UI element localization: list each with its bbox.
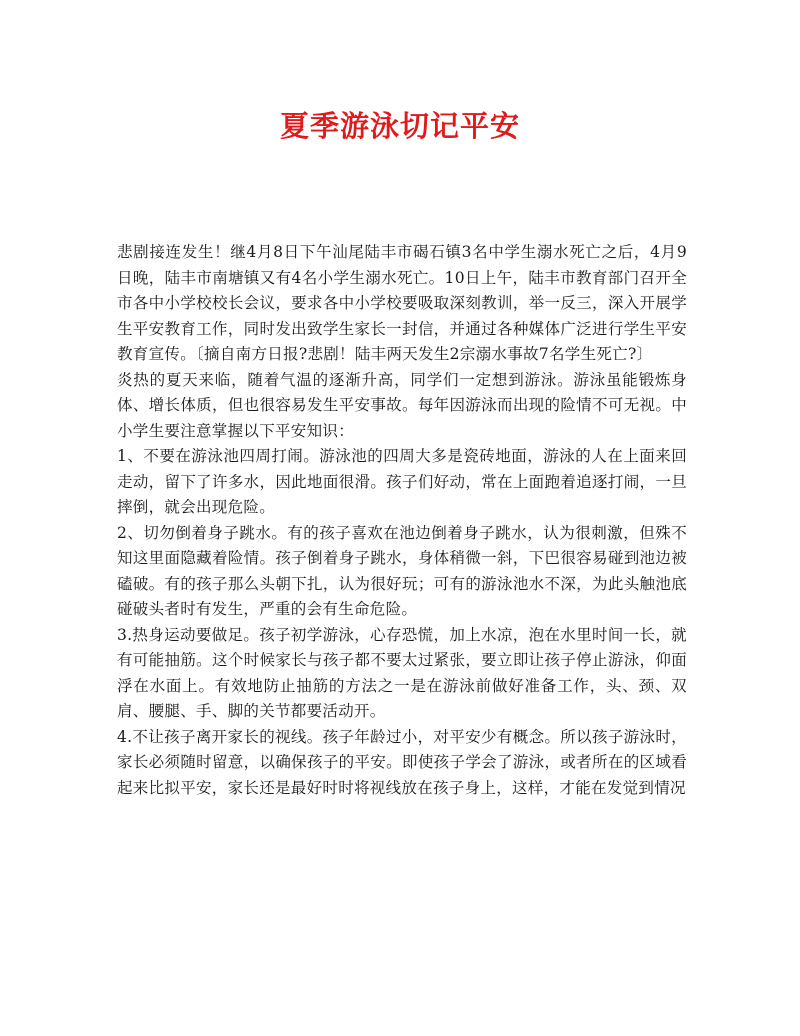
paragraph-tip-3: 3.热身运动要做足。孩子初学游泳，心存恐慌，加上水凉，泡在水里时间一长，就有可能抽筋。这个时候家长与孩子都不要太过紧张，要立即让孩子停止游泳，仰面浮在水面上。有效地防止抽筋的方法之一是在游泳前做好准备工作，头、颈、双肩、腰腿、手、脚的关节都要活动开。 <box>117 625 687 720</box>
document-body <box>117 240 687 801</box>
paragraph-tip-1: 1、不要在游泳池四周打闹。游泳池的四周大多是瓷砖地面，游泳的人在上面来回走动，留下了许多水，因此地面很滑。孩子们好动，常在上面跑着追逐打闹，一旦摔倒，就会出现危险。 <box>117 447 687 516</box>
paragraph-tip-2: 2、切勿倒着身子跳水。有的孩子喜欢在池边倒着身子跳水，认为很刺激，但殊不知这里面隐藏着险情。孩子倒着身子跳水，身体稍微一斜，下巴很容易碰到池边被磕破。有的孩子那么头朝下扎，认为很好玩；可有的游泳池水不深，为此头触池底碰破头者时有发生，严重的会有生命危险。 <box>117 523 687 618</box>
paragraph-news-intro: 悲剧接连发生！继4月8日下午汕尾陆丰市碣石镇3名中学生溺水死亡之后，4月9日晚，陆丰市南塘镇又有4名小学生溺水死亡。10日上午，陆丰市教育部门召开全市各中小学校校长会议，要求各中小学校要吸取深刻教训，举一反三，深入开展学生平安教育工作，同时发出致学生家长一封信，并通过各种媒体广泛进行学生平安教育宣传。〔摘自南方日报?悲剧！陆丰两天发生2宗溺水事故7名学生死亡?〕 <box>117 243 687 363</box>
document-title: 夏季游泳切记平安 <box>279 109 520 143</box>
paragraph-summer-intro: 炎热的夏天来临，随着气温的逐渐升高，同学们一定想到游泳。游泳虽能锻炼身体、增长体质，但也很容易发生平安事故。每年因游泳而出现的险情不可无视。中小学生要注意掌握以下平安知识： <box>117 370 687 440</box>
paragraph-tip-4: 4.不让孩子离开家长的视线。孩子年龄过小，对平安少有概念。所以孩子游泳时，家长必须随时留意，以确保孩子的平安。即使孩子学会了游泳，或者所在的区域看起来比拟平安，家长还是最好时时将视线放在孩子身上，这样，才能在发觉到情况 <box>117 727 687 797</box>
